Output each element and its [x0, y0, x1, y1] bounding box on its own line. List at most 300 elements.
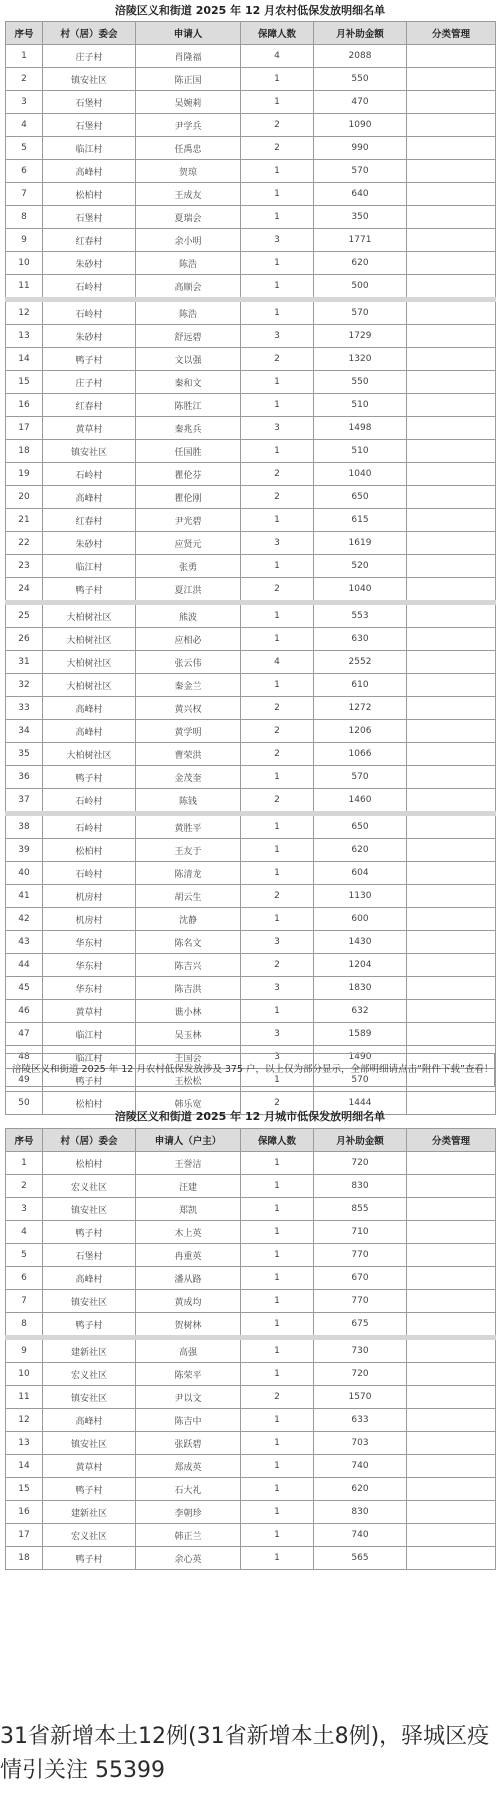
table-cell: 陈浩	[136, 300, 241, 325]
table-cell: 1206	[314, 720, 407, 743]
table-cell: 高峰村	[43, 697, 136, 720]
table-cell: 26	[6, 628, 43, 651]
table-cell: 3	[6, 91, 43, 114]
table-cell: 李朝珍	[136, 1501, 241, 1524]
table-row	[6, 532, 496, 555]
table-cell: 石岭村	[43, 814, 136, 839]
table-cell: 朱砂村	[43, 252, 136, 275]
table-cell: 13	[6, 325, 43, 348]
table-cell	[407, 91, 496, 114]
column-header: 序号	[6, 22, 43, 45]
table-cell: 陈清龙	[136, 862, 241, 885]
table-cell: 黄草村	[43, 417, 136, 440]
table-cell: 尹以文	[136, 1386, 241, 1409]
table-cell: 余小明	[136, 229, 241, 252]
table-cell: 石岭村	[43, 789, 136, 814]
table-cell	[407, 1313, 496, 1338]
table-cell: 11	[6, 1386, 43, 1409]
table-cell	[407, 1221, 496, 1244]
table-row	[6, 229, 496, 252]
table-cell: 汪建	[136, 1175, 241, 1198]
table-cell	[407, 743, 496, 766]
table-cell: 文以强	[136, 348, 241, 371]
column-header: 保障人数	[241, 1129, 314, 1152]
table-cell	[407, 1386, 496, 1409]
table-cell: 41	[6, 885, 43, 908]
table-cell: 镇安社区	[43, 1198, 136, 1221]
table-cell: 建新社区	[43, 1338, 136, 1363]
table-cell: 夏江洪	[136, 578, 241, 603]
table-cell: 建新社区	[43, 1501, 136, 1524]
table-cell: 2	[241, 114, 314, 137]
table-row	[6, 114, 496, 137]
table-cell: 黄胜平	[136, 814, 241, 839]
table-cell: 620	[314, 839, 407, 862]
table-row	[6, 371, 496, 394]
table-cell: 3	[241, 931, 314, 954]
table-cell	[407, 45, 496, 68]
table-cell: 松柏村	[43, 1092, 136, 1115]
table-cell: 18	[6, 1547, 43, 1570]
table-cell: 2	[6, 1175, 43, 1198]
table-row	[6, 509, 496, 532]
table-row	[6, 789, 496, 814]
table-cell: 25	[6, 603, 43, 628]
table-cell: 8	[6, 206, 43, 229]
table-row	[6, 1267, 496, 1290]
table-cell: 3	[241, 417, 314, 440]
table-cell: 1570	[314, 1386, 407, 1409]
table-cell: 1	[241, 1000, 314, 1023]
table-cell: 华东村	[43, 954, 136, 977]
table-cell	[407, 68, 496, 91]
table-cell: 红春村	[43, 229, 136, 252]
table-cell	[407, 555, 496, 578]
table-cell	[407, 908, 496, 931]
table-cell: 1090	[314, 114, 407, 137]
table-cell	[407, 1267, 496, 1290]
table-cell: 石岭村	[43, 463, 136, 486]
table-cell: 秦兆兵	[136, 417, 241, 440]
table-cell: 鸭子村	[43, 348, 136, 371]
table-cell: 王誉洁	[136, 1152, 241, 1175]
table-row	[6, 1432, 496, 1455]
table-cell: 2	[241, 1386, 314, 1409]
table-cell: 13	[6, 1432, 43, 1455]
table-cell: 临江村	[43, 1023, 136, 1046]
table-cell: 石堡村	[43, 114, 136, 137]
table-row	[6, 1000, 496, 1023]
table-cell: 1	[241, 394, 314, 417]
table-cell: 1	[241, 814, 314, 839]
table-cell	[407, 766, 496, 789]
table-cell: 1	[241, 628, 314, 651]
table-cell: 谯小林	[136, 1000, 241, 1023]
table-cell: 黄草村	[43, 1455, 136, 1478]
table-cell: 620	[314, 1478, 407, 1501]
table-cell	[407, 348, 496, 371]
rural-table-title: 涪陵区义和街道 2025 年 12 月农村低保发放明细名单	[114, 4, 386, 17]
table-cell: 冉重英	[136, 1244, 241, 1267]
table-row	[6, 68, 496, 91]
table-cell: 855	[314, 1198, 407, 1221]
column-header: 申请人	[136, 22, 241, 45]
table-cell: 1	[241, 1313, 314, 1338]
table-cell: 2	[241, 137, 314, 160]
table-row	[6, 931, 496, 954]
table-cell	[407, 1244, 496, 1267]
table-cell	[407, 954, 496, 977]
rural-allowance-table	[5, 21, 496, 1115]
table-cell: 张云伟	[136, 651, 241, 674]
table-cell	[407, 814, 496, 839]
table-cell: 1	[241, 603, 314, 628]
table-cell: 1	[241, 1152, 314, 1175]
table-cell	[407, 417, 496, 440]
table-row	[6, 463, 496, 486]
table-cell: 38	[6, 814, 43, 839]
table-row	[6, 954, 496, 977]
table-cell: 5	[6, 1244, 43, 1267]
table-cell	[407, 1023, 496, 1046]
table-cell: 39	[6, 839, 43, 862]
table-cell: 松柏村	[43, 183, 136, 206]
table-row	[6, 183, 496, 206]
table-cell	[407, 114, 496, 137]
table-cell: 吴玉林	[136, 1023, 241, 1046]
table-cell	[407, 931, 496, 954]
table-cell: 1	[241, 1363, 314, 1386]
table-cell: 5	[6, 137, 43, 160]
table-cell: 40	[6, 862, 43, 885]
table-cell: 庄子村	[43, 45, 136, 68]
table-cell	[407, 300, 496, 325]
table-cell: 830	[314, 1175, 407, 1198]
table-cell: 大柏树社区	[43, 628, 136, 651]
table-cell	[407, 977, 496, 1000]
table-cell: 10	[6, 252, 43, 275]
table-row	[6, 720, 496, 743]
table-cell: 770	[314, 1244, 407, 1267]
table-row	[6, 1023, 496, 1046]
table-cell: 3	[241, 1023, 314, 1046]
table-cell: 19	[6, 463, 43, 486]
table-cell: 45	[6, 977, 43, 1000]
table-cell: 670	[314, 1267, 407, 1290]
table-cell: 48	[6, 1046, 43, 1069]
table-cell: 镇安社区	[43, 440, 136, 463]
table-cell: 3	[6, 1198, 43, 1221]
table-cell: 1	[241, 275, 314, 300]
table-cell: 3	[241, 532, 314, 555]
table-cell: 1	[241, 555, 314, 578]
table-cell: 16	[6, 394, 43, 417]
table-cell: 2	[241, 743, 314, 766]
table-cell: 50	[6, 1092, 43, 1115]
table-cell: 1	[241, 300, 314, 325]
table-cell: 2	[241, 463, 314, 486]
table-row	[6, 1386, 496, 1409]
table-cell: 470	[314, 91, 407, 114]
table-cell: 2	[241, 578, 314, 603]
table-cell: 1320	[314, 348, 407, 371]
table-cell: 朱砂村	[43, 532, 136, 555]
table-cell: 1	[241, 91, 314, 114]
table-cell: 红春村	[43, 394, 136, 417]
table-cell: 1619	[314, 532, 407, 555]
table-row	[6, 1547, 496, 1570]
table-cell: 32	[6, 674, 43, 697]
table-cell: 秦金兰	[136, 674, 241, 697]
table-cell: 石堡村	[43, 1244, 136, 1267]
table-cell: 4	[241, 651, 314, 674]
table-cell: 710	[314, 1221, 407, 1244]
table-cell	[407, 839, 496, 862]
table-cell: 石岭村	[43, 862, 136, 885]
table-cell: 46	[6, 1000, 43, 1023]
table-cell: 郑成英	[136, 1455, 241, 1478]
table-cell: 应相必	[136, 628, 241, 651]
table-cell: 鸭子村	[43, 1069, 136, 1092]
table-cell: 黄草村	[43, 1000, 136, 1023]
table-cell: 张勇	[136, 555, 241, 578]
table-cell: 1	[241, 1244, 314, 1267]
table-cell: 机房村	[43, 908, 136, 931]
table-cell: 640	[314, 183, 407, 206]
table-cell: 任禹忠	[136, 137, 241, 160]
table-cell: 650	[314, 486, 407, 509]
table-cell	[407, 463, 496, 486]
table-cell: 1	[241, 1501, 314, 1524]
table-cell: 650	[314, 814, 407, 839]
table-cell: 韩正兰	[136, 1524, 241, 1547]
table-row	[6, 45, 496, 68]
table-cell: 1	[241, 1069, 314, 1092]
table-cell: 庄子村	[43, 371, 136, 394]
table-cell: 550	[314, 371, 407, 394]
column-header: 分类管理	[407, 22, 496, 45]
table-cell	[407, 160, 496, 183]
table-cell	[407, 1338, 496, 1363]
table-cell: 1	[241, 160, 314, 183]
table-cell: 高峰村	[43, 720, 136, 743]
table-cell: 高峰村	[43, 1409, 136, 1432]
table-cell	[407, 325, 496, 348]
table-cell: 2	[241, 486, 314, 509]
table-cell: 6	[6, 160, 43, 183]
table-row	[6, 814, 496, 839]
column-header: 月补助金额	[314, 1129, 407, 1152]
table-cell: 陈名文	[136, 931, 241, 954]
table-row	[6, 1313, 496, 1338]
table-cell: 张跃碧	[136, 1432, 241, 1455]
table-cell: 高峰村	[43, 1267, 136, 1290]
table-cell: 贺树林	[136, 1313, 241, 1338]
table-row	[6, 977, 496, 1000]
table-cell: 740	[314, 1455, 407, 1478]
table-cell: 华东村	[43, 931, 136, 954]
table-cell: 2088	[314, 45, 407, 68]
table-cell: 临江村	[43, 555, 136, 578]
table-cell: 石堡村	[43, 206, 136, 229]
table-cell: 1204	[314, 954, 407, 977]
table-cell	[407, 486, 496, 509]
table-cell	[407, 1432, 496, 1455]
table-cell: 黄兴权	[136, 697, 241, 720]
table-cell: 1	[241, 1432, 314, 1455]
table-cell: 1	[241, 1455, 314, 1478]
table-cell: 4	[241, 45, 314, 68]
table-row	[6, 348, 496, 371]
table-cell: 2	[241, 1092, 314, 1115]
table-cell: 10	[6, 1363, 43, 1386]
table-cell: 22	[6, 532, 43, 555]
table-cell: 1040	[314, 463, 407, 486]
urban-table-title: 涪陵区义和街道 2025 年 12 月城市低保发放明细名单	[114, 1110, 386, 1123]
table-cell: 高强	[136, 1338, 241, 1363]
table-cell: 镇安社区	[43, 68, 136, 91]
table-cell: 1	[241, 440, 314, 463]
table-cell: 18	[6, 440, 43, 463]
table-cell: 1	[6, 45, 43, 68]
table-cell: 镇安社区	[43, 1432, 136, 1455]
table-cell: 王友于	[136, 839, 241, 862]
table-cell	[407, 578, 496, 603]
table-cell: 红春村	[43, 509, 136, 532]
table-cell: 42	[6, 908, 43, 931]
table-row	[6, 766, 496, 789]
table-cell: 14	[6, 1455, 43, 1478]
table-cell: 瞿伦刚	[136, 486, 241, 509]
table-cell: 吴婉莉	[136, 91, 241, 114]
table-row	[6, 862, 496, 885]
table-cell: 石堡村	[43, 91, 136, 114]
table-cell: 570	[314, 160, 407, 183]
table-cell: 1	[241, 862, 314, 885]
table-cell: 余心英	[136, 1547, 241, 1570]
table-cell: 肖隆福	[136, 45, 241, 68]
table-cell: 15	[6, 1478, 43, 1501]
urban-allowance-table	[5, 1128, 496, 1570]
table-cell: 高顺会	[136, 275, 241, 300]
table-row	[6, 417, 496, 440]
table-cell: 宏义社区	[43, 1175, 136, 1198]
table-cell	[407, 1501, 496, 1524]
table-row	[6, 908, 496, 931]
table-cell: 3	[241, 1046, 314, 1069]
table-cell: 陈正国	[136, 68, 241, 91]
table-cell: 1	[241, 1198, 314, 1221]
table-cell: 2	[241, 348, 314, 371]
table-row	[6, 743, 496, 766]
table-cell: 1130	[314, 885, 407, 908]
table-cell	[407, 509, 496, 532]
table-cell: 2	[241, 789, 314, 814]
table-cell: 石大礼	[136, 1478, 241, 1501]
table-row	[6, 160, 496, 183]
table-cell: 37	[6, 789, 43, 814]
table-cell	[407, 371, 496, 394]
table-cell: 620	[314, 252, 407, 275]
column-header: 分类管理	[407, 1129, 496, 1152]
table-cell: 630	[314, 628, 407, 651]
table-cell: 陈胜江	[136, 394, 241, 417]
table-cell: 大柏树社区	[43, 651, 136, 674]
table-cell: 2552	[314, 651, 407, 674]
table-cell: 陈荣平	[136, 1363, 241, 1386]
table-cell: 任国胜	[136, 440, 241, 463]
table-cell: 36	[6, 766, 43, 789]
table-cell	[407, 1363, 496, 1386]
table-cell: 570	[314, 300, 407, 325]
table-cell: 770	[314, 1290, 407, 1313]
table-cell: 秦和文	[136, 371, 241, 394]
table-cell: 鸭子村	[43, 578, 136, 603]
table-cell: 520	[314, 555, 407, 578]
table-row	[6, 440, 496, 463]
table-cell: 49	[6, 1069, 43, 1092]
table-cell: 1	[241, 1175, 314, 1198]
table-cell: 740	[314, 1524, 407, 1547]
table-cell: 尹光碧	[136, 509, 241, 532]
table-cell: 1	[241, 1409, 314, 1432]
table-cell	[407, 603, 496, 628]
table-cell: 宏义社区	[43, 1524, 136, 1547]
table-cell: 990	[314, 137, 407, 160]
table-cell	[407, 885, 496, 908]
table-cell: 胡云生	[136, 885, 241, 908]
table-cell: 6	[6, 1267, 43, 1290]
table-cell: 8	[6, 1313, 43, 1338]
table-cell: 1	[241, 183, 314, 206]
table-cell: 临江村	[43, 1046, 136, 1069]
table-cell: 9	[6, 229, 43, 252]
table-row	[6, 1152, 496, 1175]
table-row	[6, 628, 496, 651]
table-cell	[407, 862, 496, 885]
table-cell: 500	[314, 275, 407, 300]
table-cell: 1	[241, 674, 314, 697]
table-cell	[407, 1478, 496, 1501]
table-cell: 2	[241, 697, 314, 720]
table-cell	[407, 720, 496, 743]
table-cell: 47	[6, 1023, 43, 1046]
table-row	[6, 1409, 496, 1432]
column-header: 序号	[6, 1129, 43, 1152]
table-cell: 21	[6, 509, 43, 532]
table-cell: 2	[241, 720, 314, 743]
table-cell: 鸭子村	[43, 1313, 136, 1338]
table-cell	[407, 206, 496, 229]
table-cell: 高峰村	[43, 160, 136, 183]
table-cell: 鸭子村	[43, 766, 136, 789]
table-cell: 木上英	[136, 1221, 241, 1244]
table-cell: 1040	[314, 578, 407, 603]
table-cell: 1	[241, 1290, 314, 1313]
table-cell: 553	[314, 603, 407, 628]
table-cell: 1830	[314, 977, 407, 1000]
table-cell: 陈钱	[136, 789, 241, 814]
table-cell: 石岭村	[43, 275, 136, 300]
table-cell: 镇安社区	[43, 1290, 136, 1313]
table-cell: 350	[314, 206, 407, 229]
table-cell: 1430	[314, 931, 407, 954]
column-header: 村（居）委会	[43, 22, 136, 45]
table-row	[6, 206, 496, 229]
table-cell: 临江村	[43, 137, 136, 160]
table-cell: 830	[314, 1501, 407, 1524]
table-cell: 2	[241, 954, 314, 977]
